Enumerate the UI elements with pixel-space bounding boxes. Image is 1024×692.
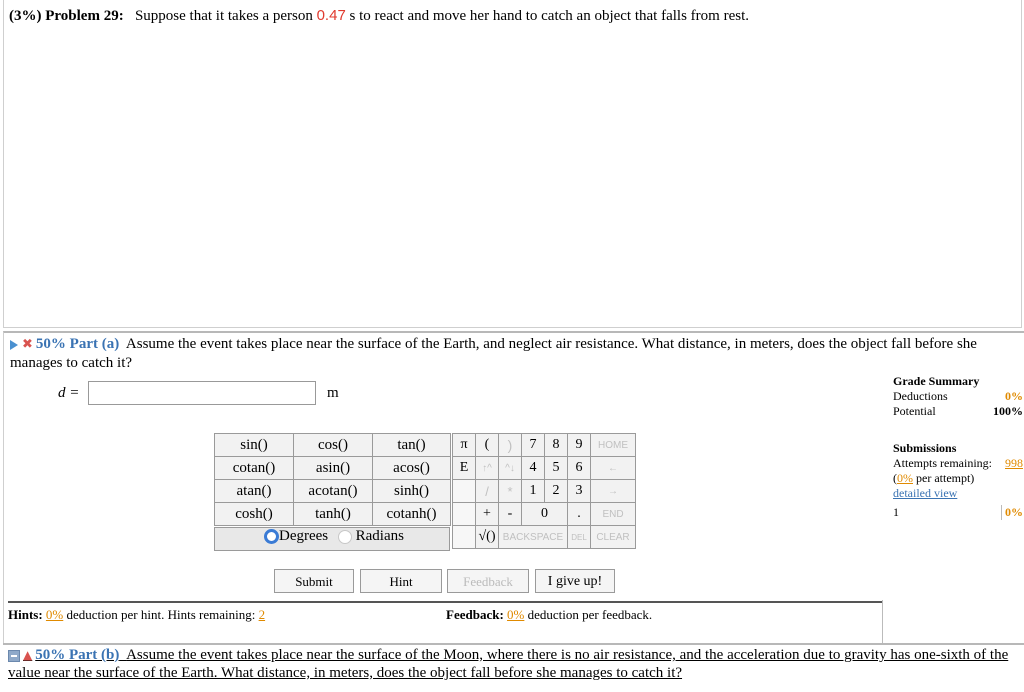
sin-button[interactable]: sin()	[215, 434, 294, 457]
problem-number: (3%) Problem 29:	[9, 8, 124, 24]
part-a-question	[10, 335, 1020, 372]
per-attempt-pct: 0%	[897, 471, 913, 485]
cos-button[interactable]: cos()	[294, 434, 373, 457]
tanh-button[interactable]: tanh()	[294, 503, 373, 526]
submission-number: 1	[893, 505, 899, 519]
key-0[interactable]: 0	[522, 503, 568, 526]
sinh-button[interactable]: sinh()	[373, 480, 451, 503]
key-5[interactable]: 5	[545, 457, 568, 480]
cotan-button[interactable]: cotan()	[215, 457, 294, 480]
hints-text: deduction per hint. Hints remaining:	[66, 607, 256, 622]
key-2[interactable]: 2	[545, 480, 568, 503]
warning-icon: ▲	[23, 648, 33, 662]
left-paren-key[interactable]: (	[476, 434, 499, 457]
expand-triangle-icon[interactable]	[10, 340, 18, 350]
hint-button[interactable]: Hint	[360, 569, 442, 593]
atan-button[interactable]: atan()	[215, 480, 294, 503]
feedback-label: Feedback:	[446, 607, 504, 622]
acos-button[interactable]: acos()	[373, 457, 451, 480]
key-9[interactable]: 9	[568, 434, 591, 457]
empty-key	[453, 503, 476, 526]
plus-key[interactable]: +	[476, 503, 499, 526]
hints-info	[8, 607, 265, 623]
problem-statement	[9, 7, 749, 25]
down-arrow-key[interactable]: ^↓	[499, 457, 522, 480]
part-a-heading: 50% Part (a)	[35, 336, 120, 352]
backspace-key[interactable]: BACKSPACE	[499, 526, 568, 549]
potential-value: 100%	[993, 404, 1023, 418]
give-up-button[interactable]: I give up!	[535, 569, 615, 593]
reaction-time-value: 0.47	[316, 7, 346, 24]
answer-label: d =	[58, 385, 80, 401]
empty-key	[453, 480, 476, 503]
problem-text-after: s to react and move her hand to catch an object that falls from rest.	[349, 8, 749, 24]
key-7[interactable]: 7	[522, 434, 545, 457]
part-b-question	[8, 646, 1020, 682]
up-arrow-key[interactable]: ↑^	[476, 457, 499, 480]
feedback-deduction-pct: 0%	[507, 607, 525, 622]
cosh-button[interactable]: cosh()	[215, 503, 294, 526]
left-arrow-key[interactable]: ←	[591, 457, 636, 480]
unit-label: m	[327, 385, 339, 401]
angle-mode-selector	[214, 527, 450, 551]
problem-text-before: Suppose that it takes a person	[134, 8, 313, 24]
acotan-button[interactable]: acotan()	[294, 480, 373, 503]
grade-summary-title: Grade Summary	[893, 374, 980, 388]
submit-button[interactable]: Submit	[274, 569, 354, 593]
pi-key[interactable]: π	[453, 434, 476, 457]
cotanh-button[interactable]: cotanh()	[373, 503, 451, 526]
collapse-icon[interactable]	[8, 650, 20, 662]
key-4[interactable]: 4	[522, 457, 545, 480]
attempts-value: 998	[1005, 456, 1023, 470]
clear-key[interactable]: CLEAR	[591, 526, 636, 549]
key-8[interactable]: 8	[545, 434, 568, 457]
key-1[interactable]: 1	[522, 480, 545, 503]
function-keypad	[214, 433, 451, 526]
deductions-label: Deductions	[893, 389, 948, 403]
incorrect-x-icon: ✖	[22, 337, 33, 352]
multiply-key[interactable]: *	[499, 480, 522, 503]
part-a-question-text: Assume the event takes place near the surface of the Earth, and neglect air resistance. What distance, in meters, does the object fall before she manages to catch it?	[10, 336, 977, 371]
divider	[8, 601, 882, 603]
part-b-question-text: Assume the event takes place near the surface of the Moon, where there is no air resistance, and the acceleration due to gravity has one-sixth of the value near the surface of the Earth. What distance, in meters, does the object fall before she manages to catch it?	[8, 647, 1009, 681]
sqrt-key[interactable]: √()	[476, 526, 499, 549]
home-key[interactable]: HOME	[591, 434, 636, 457]
feedback-button[interactable]: Feedback	[447, 569, 529, 593]
empty-key	[453, 526, 476, 549]
submission-pct: 0%	[1001, 505, 1023, 520]
key-6[interactable]: 6	[568, 457, 591, 480]
detailed-view-link[interactable]: detailed view	[893, 486, 958, 500]
radians-label: Radians	[355, 528, 404, 544]
deductions-value: 0%	[1005, 389, 1023, 403]
feedback-text: deduction per feedback.	[527, 607, 653, 622]
right-paren-key[interactable]: )	[499, 434, 522, 457]
hint-deduction-pct: 0%	[45, 607, 64, 622]
minus-key[interactable]: -	[499, 503, 522, 526]
problem-panel	[3, 0, 1022, 328]
attempts-label: Attempts remaining:	[893, 456, 992, 470]
tan-button[interactable]: tan()	[373, 434, 451, 457]
per-attempt-text: per attempt)	[916, 471, 975, 485]
potential-label: Potential	[893, 404, 936, 418]
right-arrow-key[interactable]: →	[591, 480, 636, 503]
hints-remaining: 2	[258, 607, 266, 622]
end-key[interactable]: END	[591, 503, 636, 526]
degrees-label: Degrees	[279, 528, 329, 544]
hints-label: Hints:	[8, 607, 43, 622]
part-b-heading[interactable]: 50% Part (b)	[35, 647, 120, 663]
asin-button[interactable]: asin()	[294, 457, 373, 480]
decimal-key[interactable]: .	[568, 503, 591, 526]
delete-key[interactable]: DEL	[568, 526, 591, 549]
submissions-title: Submissions	[893, 441, 957, 455]
numeric-keypad	[452, 433, 636, 549]
radians-radio[interactable]	[338, 530, 352, 544]
e-key[interactable]: E	[453, 457, 476, 480]
degrees-radio[interactable]	[264, 529, 279, 544]
divider	[882, 600, 883, 643]
key-3[interactable]: 3	[568, 480, 591, 503]
divide-key[interactable]: /	[476, 480, 499, 503]
answer-input[interactable]	[88, 381, 316, 405]
feedback-info	[446, 607, 652, 623]
grade-summary: Grade Summary Deductions 0% Potential 100% Submissions Attempts remaining: 998 (0% per attempt) detailed view 1 0%	[893, 374, 1023, 519]
